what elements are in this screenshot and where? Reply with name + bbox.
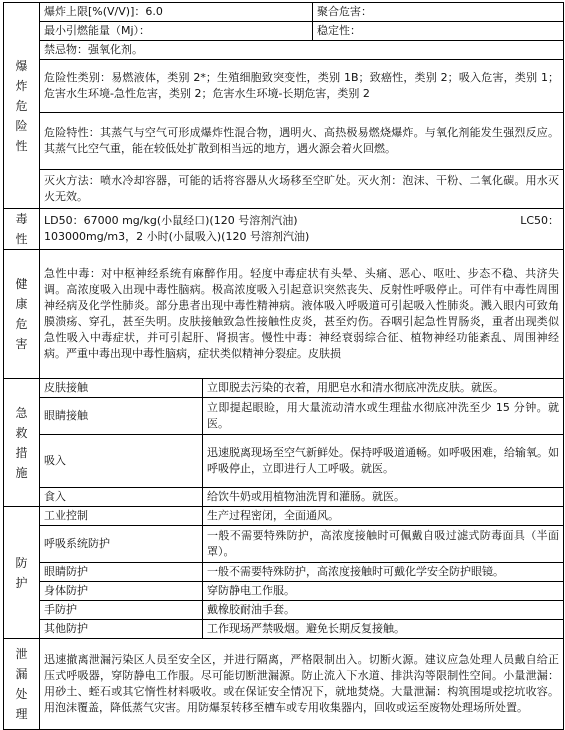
msds-table-page — [3, 2, 563, 730]
first-aid-value: 立即提起眼睑，用大量流动清水或生理盐水彻底冲洗至少 15 分钟。就医。 — [203, 398, 564, 435]
protection-label: 身体防护 — [40, 582, 203, 601]
lc50-value: 103000mg/m3，2 小时(小鼠吸入)(120 号溶剂汽油) — [44, 230, 310, 243]
ld50-value: LD50：67000 mg/kg(小鼠经口)(120 号溶剂汽油) — [44, 214, 298, 227]
polymerization-hazard: 聚合危害： — [313, 3, 564, 22]
min-ignition-energy: 最小引燃能量（Mj）： — [40, 22, 313, 41]
section-toxicity: 毒性 — [4, 209, 40, 250]
hazard-class: 危险性类别：易燃液体，类别 2*；生殖细胞致突变性，类别 1B；致癌性，类别 2；吸入危害，类别 1；危害水生环境-急性危害，类别 2；危害水生环境-长期危害，类别 2 — [40, 60, 564, 113]
protection-value: 工作现场严禁吸烟。避免长期反复接触。 — [203, 620, 564, 639]
stability: 稳定性： — [313, 22, 564, 41]
lc50-label: LC50： — [520, 214, 559, 227]
hazard-features: 危险特性：其蒸气与空气可形成爆炸性混合物，遇明火、高热极易燃烧爆炸。与氧化剂能发生强烈反应。其蒸气比空气重，能在较低处扩散到相当远的地方，遇火源会着火回燃。 — [40, 113, 564, 170]
first-aid-value: 立即脱去污染的衣着，用肥皂水和清水彻底冲洗皮肤。就医。 — [203, 379, 564, 398]
protection-value: 穿防静电工作服。 — [203, 582, 564, 601]
protection-label: 工业控制 — [40, 507, 203, 526]
first-aid-label: 皮肤接触 — [40, 379, 203, 398]
first-aid-label: 吸入 — [40, 435, 203, 488]
protection-label: 眼睛防护 — [40, 563, 203, 582]
first-aid-value: 给饮牛奶或用植物油洗胃和灌肠。就医。 — [203, 488, 564, 507]
first-aid-label: 眼睛接触 — [40, 398, 203, 435]
protection-label: 其他防护 — [40, 620, 203, 639]
protection-label: 呼吸系统防护 — [40, 526, 203, 563]
leak-handling-text: 迅速撤离泄漏污染区人员至安全区，并进行隔离，严格限制出入。切断火源。建议应急处理人员戴自给正压式呼吸器，穿防静电工作服。尽可能切断泄漏源。防止流入下水道、排洪沟等限制性空间。小量泄漏：用砂土、蛭石或其它惰性材料吸收。或在保证安全情况下，就地焚烧。大量泄漏：构筑围堤或挖坑收容。用泡沫覆盖，降低蒸气灾害。用防爆泵转移至槽车或专用收集器内，回收或运至废物处理场所处置。 — [40, 639, 564, 730]
first-aid-value: 迅速脱离现场至空气新鲜处。保持呼吸道通畅。如呼吸困难，给输氧。如呼吸停止，立即进行人工呼吸。就医。 — [203, 435, 564, 488]
protection-label: 手防护 — [40, 601, 203, 620]
msds-table — [3, 2, 564, 730]
protection-value: 生产过程密闭，全面通风。 — [203, 507, 564, 526]
section-first-aid: 急救措施 — [4, 379, 40, 507]
section-explosion: 爆炸危险性 — [4, 3, 40, 209]
protection-value: 一般不需要特殊防护，高浓度接触时可佩戴自吸过滤式防毒面具（半面罩）。 — [203, 526, 564, 563]
explosion-upper-limit: 爆炸上限[%(V/V)]：6.0 — [40, 3, 313, 22]
first-aid-label: 食入 — [40, 488, 203, 507]
incompatible-materials: 禁忌物：强氧化剂。 — [40, 41, 564, 60]
protection-value: 戴橡胶耐油手套。 — [203, 601, 564, 620]
protection-value: 一般不需要特殊防护，高浓度接触时可戴化学安全防护眼镜。 — [203, 563, 564, 582]
toxicity-values — [40, 209, 564, 250]
fire-fighting-method: 灭火方法：喷水冷却容器，可能的话将容器从火场移至空旷处。灭火剂：泡沫、干粉、二氧化碳。用水灭火无效。 — [40, 170, 564, 209]
section-health: 健康危害 — [4, 250, 40, 379]
section-protection: 防护 — [4, 507, 40, 639]
health-hazard-text: 急性中毒：对中枢神经系统有麻醉作用。轻度中毒症状有头晕、头痛、恶心、呕吐、步态不稳、共济失调。高浓度吸入出现中毒性脑病。极高浓度吸入引起意识突然丧失、反射性呼吸停止。可伴有中毒性周围神经病及化学性肺炎。部分患者出现中毒性精神病。液体吸入呼吸道可引起吸入性肺炎。溅入眼内可致角膜溃疡、穿孔，甚至失明。皮肤接触致急性接触性皮炎，甚至灼伤。吞咽引起急性胃肠炎，重者出现类似急性吸入中毒症状，并可引起肝、肾损害。慢性中毒：神经衰弱综合征、植物神经功能紊乱、周围神经病。严重中毒出现中毒性脑病，症状类似精神分裂症。皮肤损 — [40, 250, 564, 379]
section-leak: 泄漏处理 — [4, 639, 40, 730]
